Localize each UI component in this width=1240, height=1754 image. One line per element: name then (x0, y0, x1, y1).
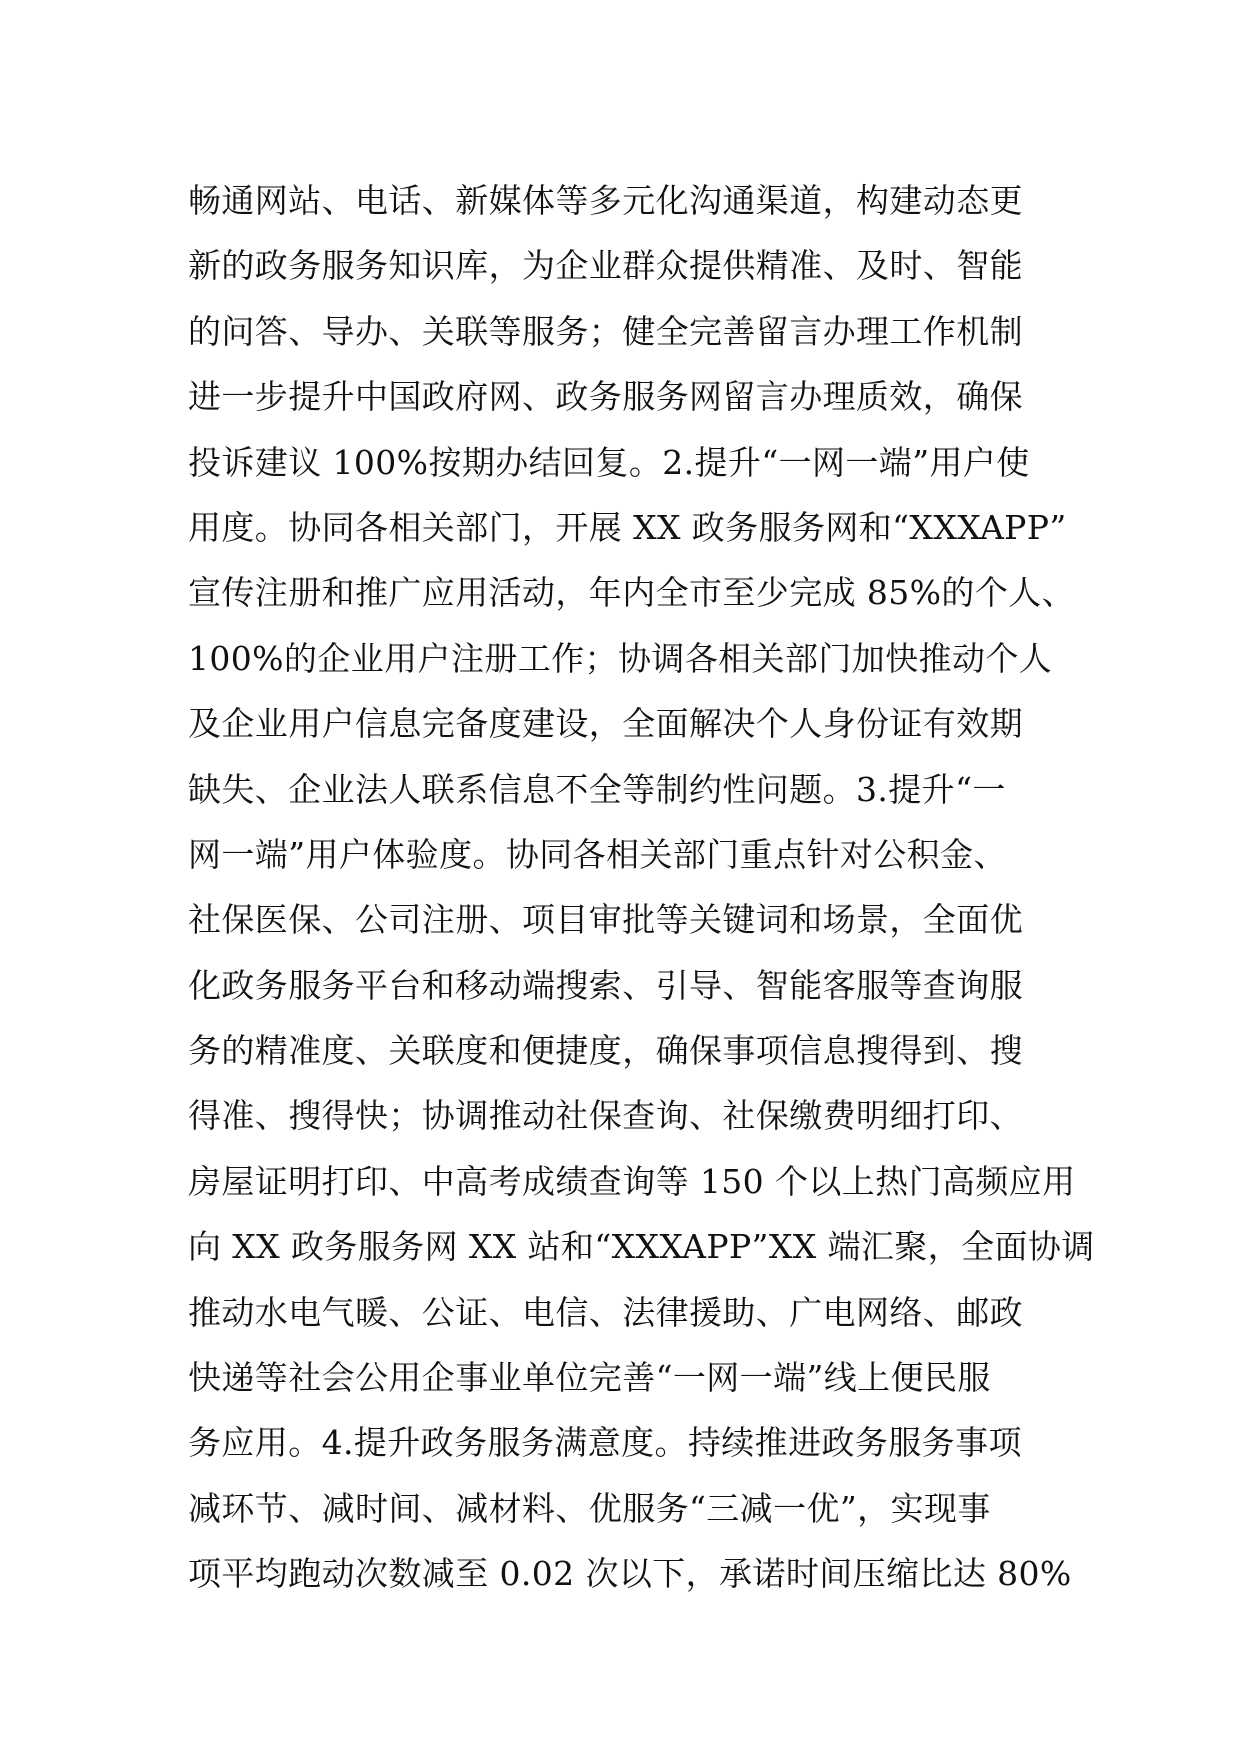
text-line: 的问答、导办、关联等服务；健全完善留言办理工作机制 (188, 311, 1023, 351)
text-line: 快递等社会公用企事业单位完善“一网一端”线上便民服 (188, 1358, 991, 1398)
text-line: 项平均跑动次数减至 0.02 次以下，承诺时间压缩比达 80% (188, 1554, 1072, 1594)
text-line: 投诉建议 100%按期办结回复。2.提升“一网一端”用户使 (188, 442, 1030, 482)
text-line: 用度。协同各相关部门，开展 XX 政务服务网和“XXXAPP” (188, 507, 1067, 547)
text-line: 及企业用户信息完备度建设，全面解决个人身份证有效期 (188, 704, 1023, 744)
text-line: 网一端”用户体验度。协同各相关部门重点针对公积金、 (188, 834, 1007, 874)
text-line: 房屋证明打印、中高考成绩查询等 150 个以上热门高频应用 (188, 1161, 1076, 1201)
text-line: 务应用。4.提升政务服务满意度。持续推进政务服务事项 (188, 1423, 1022, 1463)
text-line: 得准、搜得快；协调推动社保查询、社保缴费明细打印、 (188, 1096, 1023, 1136)
text-line: 畅通网站、电话、新媒体等多元化沟通渠道，构建动态更 (188, 181, 1023, 220)
text-line: 社保医保、公司注册、项目审批等关键词和场景，全面优 (188, 900, 1023, 940)
text-line: 化政务服务平台和移动端搜索、引导、智能客服等查询服 (188, 965, 1023, 1005)
text-line: 新的政务服务知识库，为企业群众提供精准、及时、智能 (188, 246, 1023, 286)
body-text (188, 168, 1095, 1607)
text-line: 推动水电气暖、公证、电信、法律援助、广电网络、邮政 (188, 1292, 1023, 1332)
text-line: 宣传注册和推广应用活动，年内全市至少完成 85%的个人、 (188, 573, 1076, 613)
text-line: 缺失、企业法人联系信息不全等制约性问题。3.提升“一 (188, 769, 1006, 809)
text-line: 向 XX 政务服务网 XX 站和“XXXAPP”XX 端汇聚，全面协调 (188, 1227, 1095, 1267)
text-line: 100%的企业用户注册工作；协调各相关部门加快推动个人 (188, 638, 1053, 678)
text-line: 进一步提升中国政府网、政务服务网留言办理质效，确保 (188, 377, 1023, 417)
text-line: 务的精准度、关联度和便捷度，确保事项信息搜得到、搜 (188, 1031, 1023, 1071)
text-line: 减环节、减时间、减材料、优服务“三减一优”，实现事 (188, 1488, 991, 1528)
